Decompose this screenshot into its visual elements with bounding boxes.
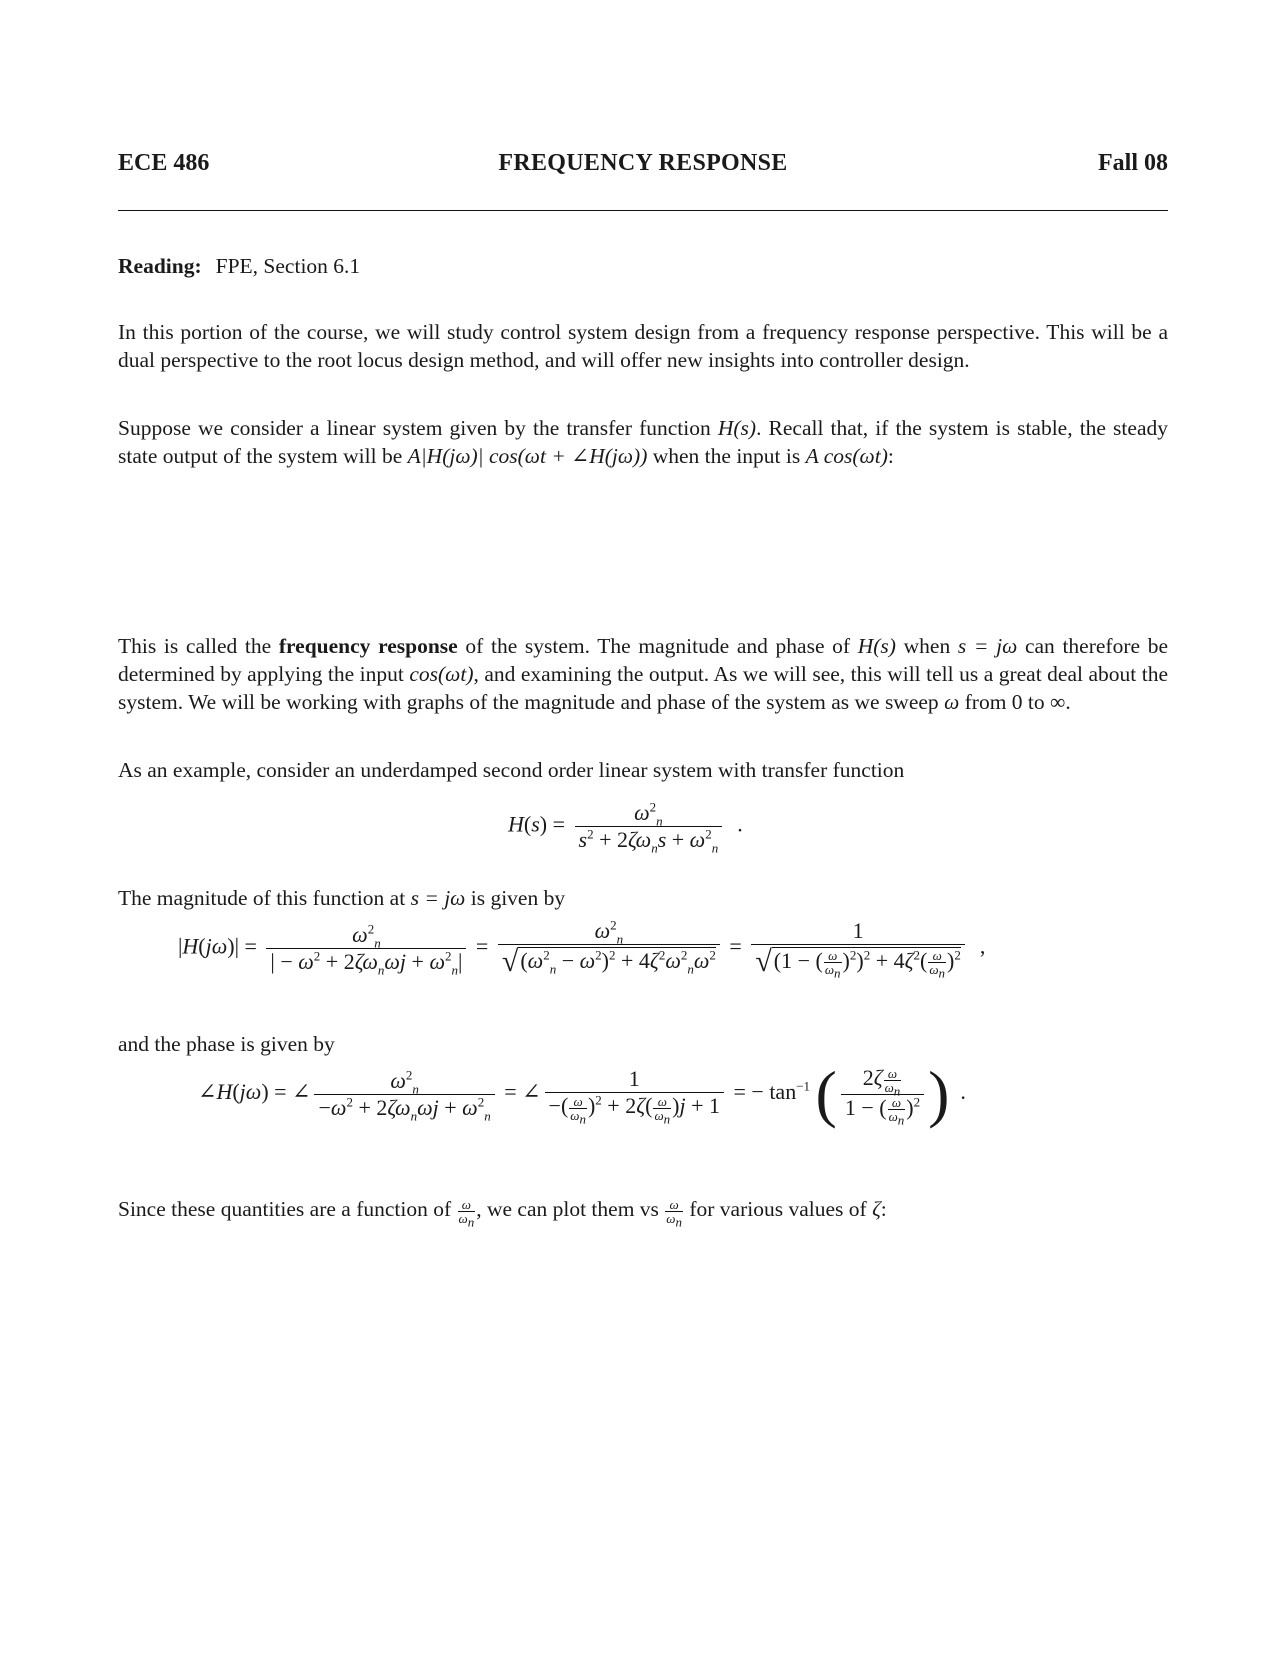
magnitude-equation: |H(jω)| = $\frac{\omega^2_n}{| - \omega^2 + 2\zeta\omega_n\omega j + \omega^2_n|}$ = $\frac{\omega^2_n}{√(\omega^2_n - \omega^2)^2 + 4\zeta^2\omega^2_n\omega^2}$ = 1 √(1 − ( $\frac{\omega}{\omega_n}$ )$^2)^2 + 4\zeta^2$( $\frac{\omega}{\omega_n}$ )$^2$ , [178,917,986,982]
paragraph-example: As an example, consider an underdamped second order linear system with transfer function [118,758,905,782]
paragraph-phase: and the phase is given by [118,1032,335,1056]
omega-ratio: $\frac{\omega}{\omega_n}$ [666,1196,682,1230]
paragraph-steady-state: Suppose we consider a linear system given by the transfer function H(s). Recall that, if the system is stable, the steady state output of the system will be A|H(jω)| cos(ωt + ∠H(jω)) when the input is A cos(ωt): [118,416,1168,468]
document-page [118,0,1168,1656]
paragraph-plot-intro: Since these quantities are a function of $\frac{\omega}{\omega_n}$ , we can plot them vs $\frac{\omega}{\omega_n}$ for various values of ζ: [118,1196,887,1230]
page-header [118,150,1168,184]
paragraph-frequency-response: This is called the frequency response of the system. The magnitude and phase of H(s) when s = jω can therefore be determined by applying the input cos(ωt), and examining the output. As we will see, this will tell us a great deal about the system. We will be working with graphs of the magnitude and phase of the system as we sweep ω from 0 to ∞. [118,634,1168,714]
reading-label: Reading: [118,254,202,278]
phase-equation: ∠H(jω) = ∠ $\frac{\omega^2_n}{-\omega^2 + 2\zeta\omega_n\omega j + \omega^2_n}$ = ∠ 1 −( $\frac{\omega}{\omega_n}$ )$^2$ + 2ζ( $\frac{\omega}{\omega_n}$ )j + 1 = − $\tan^{-1}$ ( 2ζ $\frac{\omega}{\omega_n}$ 1 − ( $\frac{\omega}{\omega_n}$ )$^2$ ) . [198,1058,966,1129]
omega-ratio: $\frac{\omega}{\omega_n}$ [458,1196,475,1230]
header-rule [118,210,1168,211]
paragraph-magnitude: The magnitude of this function at s = jω is given by [118,886,566,910]
transfer-function-equation: H(s) = $\frac{\omega^2_n}{s^2 + 2\zeta\omega_ns + \omega^2_n}$ . [508,799,743,856]
paragraph-intro: In this portion of the course, we will study control system design from a frequency response perspective. This will be a dual perspective to the root locus design method, and will offer new insights into controller design. [118,320,1168,372]
reading-line [118,252,1168,280]
course-code: ECE 486 [118,150,210,176]
reading-text: FPE, Section 6.1 [215,254,361,278]
page-title: FREQUENCY RESPONSE [498,150,788,176]
term: Fall 08 [1098,150,1168,176]
